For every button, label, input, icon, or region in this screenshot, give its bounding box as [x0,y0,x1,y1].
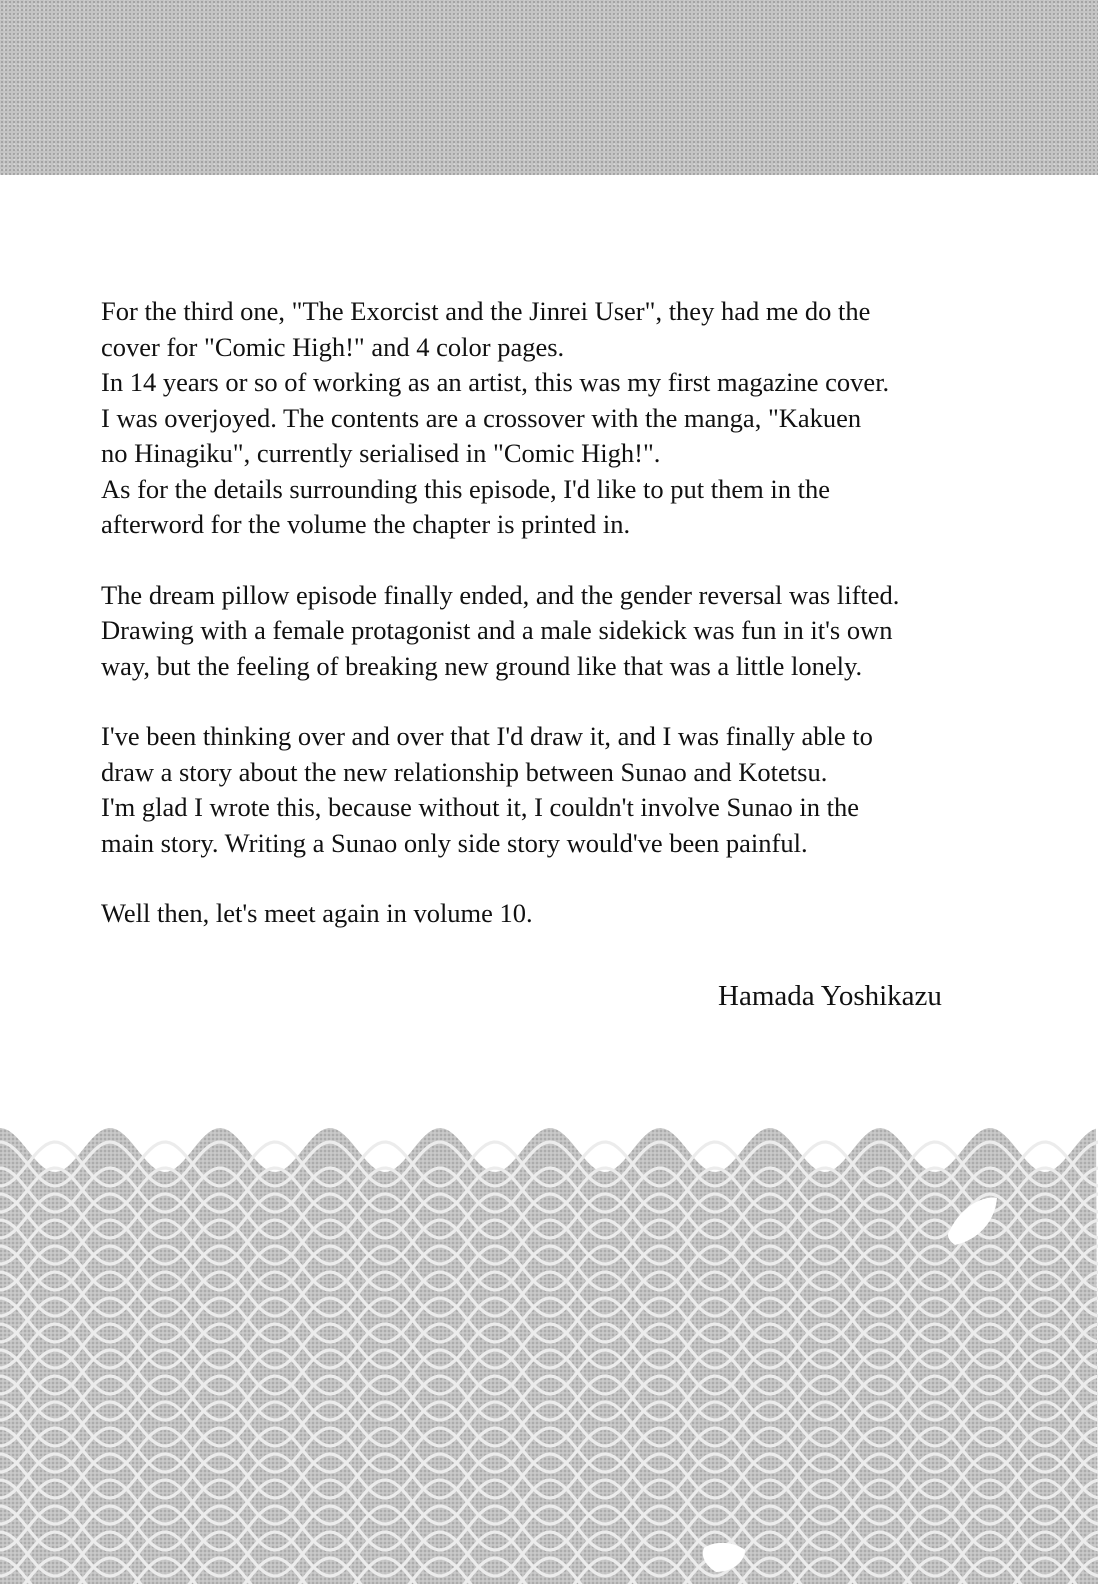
text-line: For the third one, "The Exorcist and the Jinrei User", they had me do the [101,296,871,326]
text-line: I've been thinking over and over that I'd draw it, and I was finally able to [101,721,873,751]
seigaiha-wave-pattern [0,1110,1098,1584]
text-line: main story. Writing a Sunao only side story would've been painful. [101,827,808,858]
wave-tone-area [0,1128,1098,1584]
paragraph-4 [101,896,1021,932]
paragraph-3 [101,719,1021,861]
text-line: In 14 years or so of working as an artist, this was my first magazine cover. [101,367,890,397]
text-line: draw a story about the new relationship between Sunao and Kotetsu. [101,756,828,787]
author-signature: Hamada Yoshikazu [718,980,942,1012]
top-screentone-band [0,0,1098,175]
afterword-text [101,294,1021,932]
text-line: way, but the feeling of breaking new ground like that was a little lonely. [101,650,863,681]
text-line: Well then, let's meet again in volume 10. [101,898,533,928]
paragraph-1 [101,294,1021,543]
text-line: cover for "Comic High!" and 4 color pages. [101,331,565,362]
text-line: I'm glad I wrote this, because without it, I couldn't involve Sunao in the [101,792,860,822]
text-line: afterword for the volume the chapter is printed in. [101,509,631,539]
text-line: As for the details surrounding this episode, I'd like to put them in the [101,473,830,504]
text-line: I was overjoyed. The contents are a crossover with the manga, "Kakuen [101,402,862,433]
text-line: Drawing with a female protagonist and a male sidekick was fun in it's own [101,615,893,645]
text-line: The dream pillow episode finally ended, and the gender reversal was lifted. [101,579,900,610]
text-line: no Hinagiku", currently serialised in "Comic High!". [101,438,661,468]
paragraph-2 [101,578,1021,685]
